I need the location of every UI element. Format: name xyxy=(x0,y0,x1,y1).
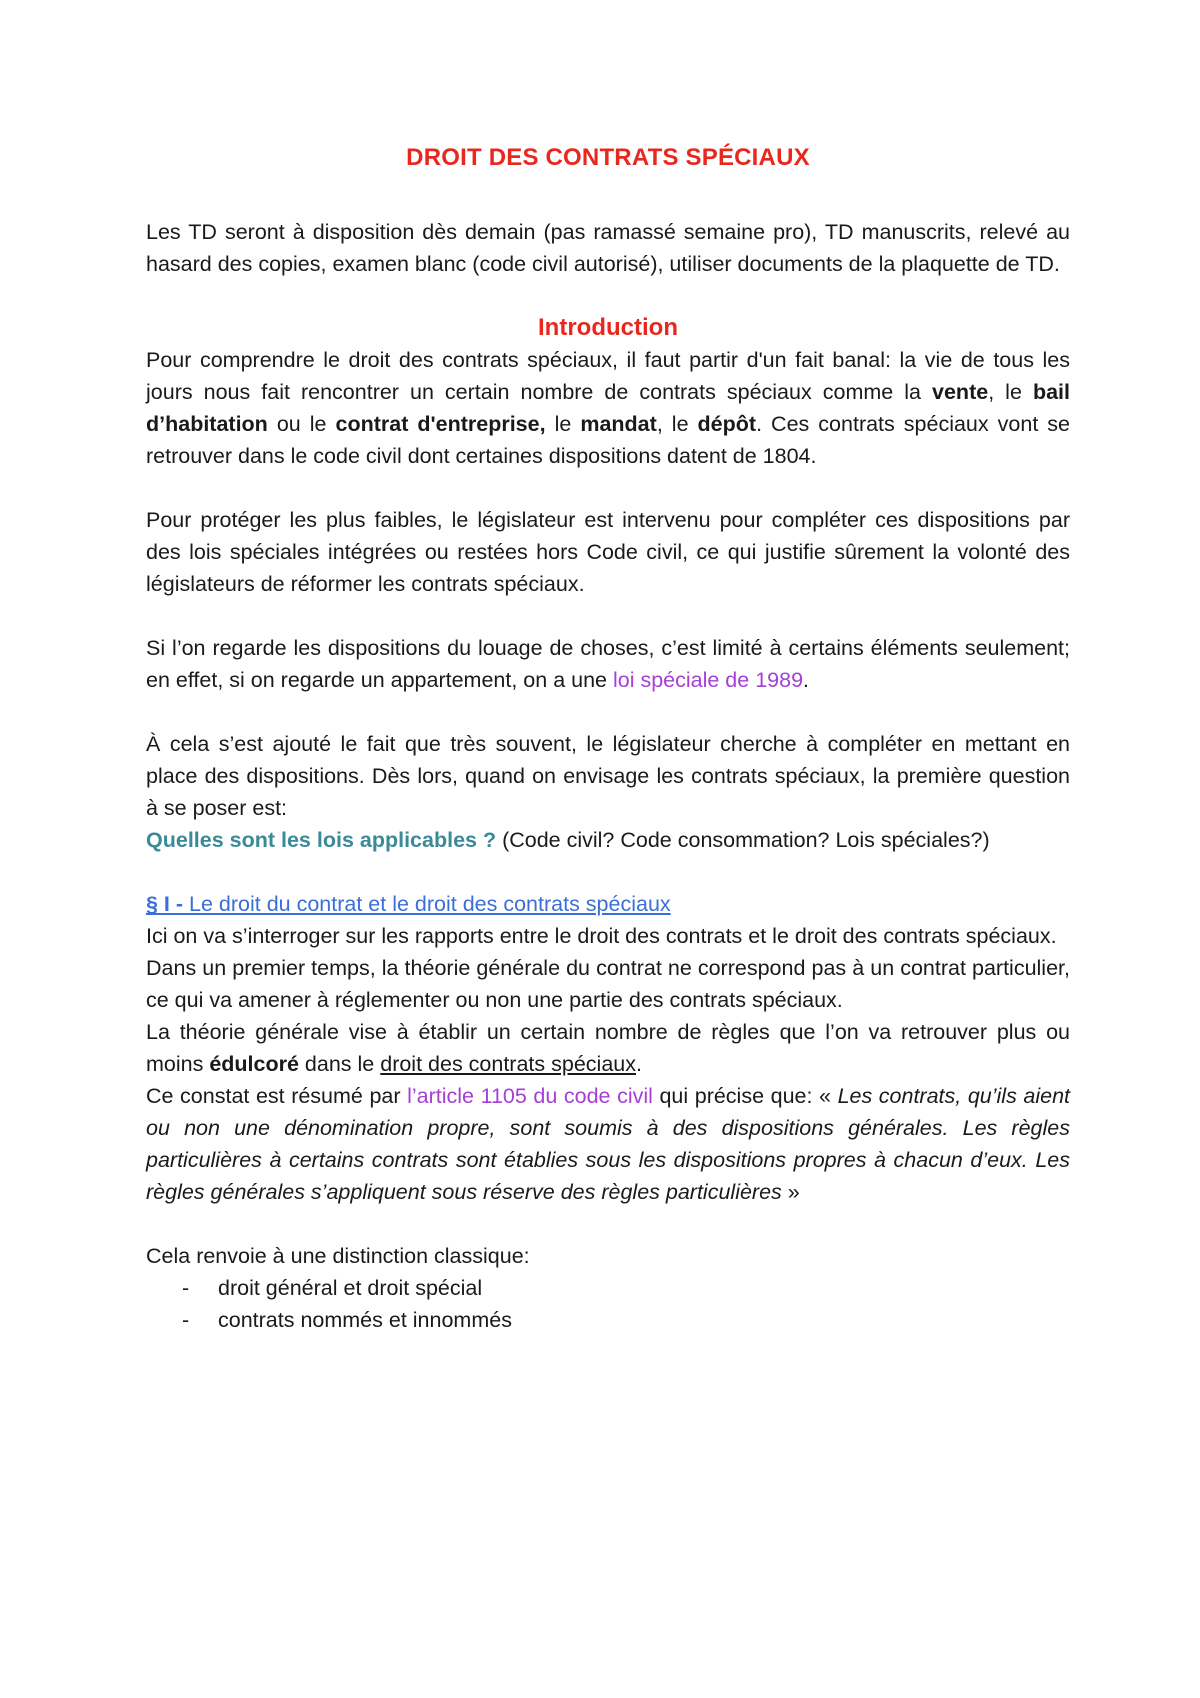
text-run: » xyxy=(781,1180,800,1204)
text-run: Si l’on regarde les dispositions du louage de choses, c’est limité à certains éléments seulement; en effet, si on regarde un appartement, on a une xyxy=(146,636,1070,692)
bold-term-entreprise: contrat d'entreprise, xyxy=(335,412,546,436)
text-run: (Code civil? Code consommation? Lois spéciales?) xyxy=(496,828,990,852)
spacer xyxy=(146,600,1070,632)
text-run: qui précise que: « xyxy=(652,1084,838,1108)
paragraph-regles xyxy=(146,1016,1070,1080)
list-item xyxy=(182,1272,1070,1304)
question-lois-applicables: Quelles sont les lois applicables ? xyxy=(146,828,497,852)
text-run: . xyxy=(803,668,810,692)
text-run: . xyxy=(635,1052,642,1076)
paragraph-theorie: Dans un premier temps, la théorie générale du contrat ne correspond pas à un contrat particulier, ce qui va amener à réglementer ou non une partie des contrats spéciaux. xyxy=(146,956,1070,1012)
section-heading-introduction: Introduction xyxy=(538,314,678,341)
dash-bullet: - xyxy=(182,1276,190,1300)
paragraph-article-1105 xyxy=(146,1080,1070,1208)
bold-term-vente: vente xyxy=(932,380,989,404)
bold-term-bail: bail d’habitation xyxy=(146,380,1070,436)
link-article-1105[interactable]: l’article 1105 du code civil xyxy=(407,1084,653,1108)
spacer xyxy=(146,696,1070,728)
link-loi-1989[interactable]: loi spéciale de 1989 xyxy=(612,668,804,692)
paragraph-ajout: À cela s’est ajouté le fait que très souvent, le législateur cherche à compléter en mettant en place des dispositions. Dès lors, quand on envisage les contrats spéciaux, la première question à se poser est: xyxy=(146,732,1070,820)
paragraph-distinction: Cela renvoie à une distinction classique: xyxy=(146,1244,530,1268)
list-item xyxy=(182,1304,1070,1336)
text-run: dans le xyxy=(298,1052,381,1076)
text-run: . Ces contrats spéciaux vont se retrouver dans le code civil dont certaines dispositions datent de 1804. xyxy=(146,412,1071,468)
paragraph-louage xyxy=(146,632,1070,696)
text-run: ou le xyxy=(267,412,336,436)
list-item-text: contrats nommés et innommés xyxy=(218,1308,512,1332)
dash-bullet: - xyxy=(182,1308,190,1332)
paragraph-question xyxy=(146,824,1070,856)
bold-term-mandat: mandat xyxy=(580,412,657,436)
paragraph-protection: Pour protéger les plus faibles, le législateur est intervenu pour compléter ces dispositions par des lois spéciales intégrées ou restées hors Code civil, ce qui justifie sûrement la volonté des législateurs de réformer les contrats spéciaux. xyxy=(146,508,1070,596)
section-heading-link[interactable] xyxy=(146,892,671,916)
paragraph-rapports: Ici on va s’interroger sur les rapports entre le droit des contrats et le droit des contrats spéciaux. xyxy=(146,924,1057,948)
text-run: Pour comprendre le droit des contrats spéciaux, il faut partir d'un fait banal: la vie de tous les jours nous fait rencontrer un certain nombre de contrats spéciaux comme la xyxy=(146,348,1070,404)
spacer xyxy=(146,472,1070,504)
text-run: Ce constat est résumé par xyxy=(146,1084,408,1108)
quote-article-1105: Les contrats, qu’ils aient ou non une dénomination propre, sont soumis à des dispositions générales. Les règles particulières à certains contrats sont établies sous les dispositions propres à chacun d’eux. Les règles générales s’appliquent sous réserve des règles particulières xyxy=(146,1084,1071,1204)
spacer xyxy=(146,856,1070,888)
section-title: Le droit du contrat et le droit des contrats spéciaux xyxy=(189,892,671,916)
underlined-term: droit des contrats spéciaux xyxy=(380,1052,636,1076)
paragraph-contracts xyxy=(146,344,1070,472)
text-run: , le xyxy=(656,412,698,436)
list-item-text: droit général et droit spécial xyxy=(218,1276,483,1300)
text-run: La théorie générale vise à établir un certain nombre de règles que l’on va retrouver plus ou moins xyxy=(146,1020,1070,1076)
intro-note: Les TD seront à disposition dès demain (pas ramassé semaine pro), TD manuscrits, relevé au hasard des copies, examen blanc (code civil autorisé), utiliser documents de la plaquette de TD. xyxy=(146,220,1070,276)
spacer xyxy=(146,1208,1070,1240)
distinction-list xyxy=(146,1272,1070,1336)
bold-term-depot: dépôt xyxy=(697,412,757,436)
bold-term-edulcore: édulcoré xyxy=(209,1052,299,1076)
spacer xyxy=(146,280,1070,312)
section-number: § I - xyxy=(146,892,190,916)
text-run: le xyxy=(545,412,581,436)
document-title: DROIT DES CONTRATS SPÉCIAUX xyxy=(406,144,810,171)
section-heading-1[interactable] xyxy=(146,888,1070,920)
text-run: , le xyxy=(988,380,1033,404)
